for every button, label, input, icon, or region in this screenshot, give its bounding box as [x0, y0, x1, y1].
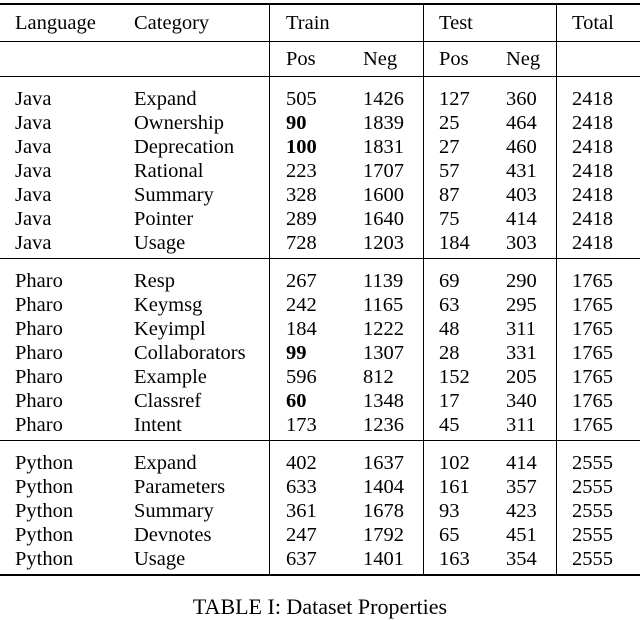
cell-language: Pharo — [0, 365, 134, 389]
cell-total: 2418 — [557, 111, 640, 135]
cell-category: Keymsg — [134, 293, 270, 317]
cell-language: Pharo — [0, 389, 134, 413]
cell-category: Example — [134, 365, 270, 389]
cell-train-pos: 60 — [270, 389, 364, 413]
table-row — [0, 365, 640, 389]
cell-train-pos: 223 — [270, 159, 364, 183]
cell-test-pos: 45 — [424, 413, 507, 441]
cell-category: Deprecation — [134, 135, 270, 159]
cell-train-neg: 1707 — [363, 159, 424, 183]
table-row — [0, 231, 640, 259]
cell-total: 2418 — [557, 231, 640, 259]
cell-test-pos: 57 — [424, 159, 507, 183]
cell-test-pos: 93 — [424, 499, 507, 523]
cell-total: 1765 — [557, 413, 640, 441]
cell-train-pos: 402 — [270, 441, 364, 476]
cell-train-neg: 1426 — [363, 77, 424, 112]
table-row — [0, 135, 640, 159]
cell-test-pos: 25 — [424, 111, 507, 135]
header-test-pos: Pos — [424, 42, 507, 77]
cell-test-pos: 63 — [424, 293, 507, 317]
cell-category: Ownership — [134, 111, 270, 135]
cell-train-pos: 637 — [270, 547, 364, 575]
cell-category: Collaborators — [134, 341, 270, 365]
cell-test-pos: 65 — [424, 523, 507, 547]
cell-test-neg: 311 — [506, 317, 557, 341]
cell-train-neg: 1139 — [363, 259, 424, 294]
table-row — [0, 441, 640, 476]
cell-train-pos: 90 — [270, 111, 364, 135]
cell-test-neg: 331 — [506, 341, 557, 365]
cell-total: 1765 — [557, 317, 640, 341]
cell-train-pos: 361 — [270, 499, 364, 523]
cell-category: Classref — [134, 389, 270, 413]
cell-test-neg: 303 — [506, 231, 557, 259]
cell-language: Java — [0, 77, 134, 112]
cell-test-pos: 69 — [424, 259, 507, 294]
cell-category: Summary — [134, 183, 270, 207]
cell-train-neg: 1839 — [363, 111, 424, 135]
cell-test-neg: 311 — [506, 413, 557, 441]
table-body — [0, 4, 640, 575]
cell-train-pos: 100 — [270, 135, 364, 159]
cell-total: 2555 — [557, 547, 640, 575]
cell-train-neg: 1348 — [363, 389, 424, 413]
cell-category: Pointer — [134, 207, 270, 231]
table-row — [0, 207, 640, 231]
cell-category: Summary — [134, 499, 270, 523]
cell-test-neg: 460 — [506, 135, 557, 159]
cell-total: 1765 — [557, 341, 640, 365]
cell-language: Pharo — [0, 293, 134, 317]
cell-test-neg: 414 — [506, 207, 557, 231]
cell-test-pos: 184 — [424, 231, 507, 259]
cell-test-neg: 340 — [506, 389, 557, 413]
cell-test-neg: 290 — [506, 259, 557, 294]
cell-train-neg: 1792 — [363, 523, 424, 547]
cell-train-pos: 289 — [270, 207, 364, 231]
cell-test-pos: 27 — [424, 135, 507, 159]
cell-language: Java — [0, 207, 134, 231]
cell-test-pos: 48 — [424, 317, 507, 341]
cell-category: Usage — [134, 547, 270, 575]
cell-test-pos: 87 — [424, 183, 507, 207]
header-language: Language — [0, 4, 134, 42]
cell-category: Devnotes — [134, 523, 270, 547]
cell-total: 2555 — [557, 475, 640, 499]
cell-language: Java — [0, 183, 134, 207]
cell-train-pos: 328 — [270, 183, 364, 207]
cell-train-pos: 173 — [270, 413, 364, 441]
header-train: Train — [270, 4, 424, 42]
cell-test-pos: 161 — [424, 475, 507, 499]
cell-train-pos: 242 — [270, 293, 364, 317]
cell-total: 1765 — [557, 259, 640, 294]
cell-test-neg: 431 — [506, 159, 557, 183]
cell-category: Usage — [134, 231, 270, 259]
cell-train-pos: 247 — [270, 523, 364, 547]
cell-test-pos: 127 — [424, 77, 507, 112]
cell-test-neg: 423 — [506, 499, 557, 523]
table-row — [0, 317, 640, 341]
cell-total: 1765 — [557, 389, 640, 413]
cell-category: Expand — [134, 77, 270, 112]
cell-total: 2418 — [557, 77, 640, 112]
cell-language: Pharo — [0, 259, 134, 294]
cell-category: Resp — [134, 259, 270, 294]
cell-language: Python — [0, 441, 134, 476]
cell-category: Keyimpl — [134, 317, 270, 341]
table-row — [0, 389, 640, 413]
header-total: Total — [557, 4, 640, 42]
cell-test-pos: 28 — [424, 341, 507, 365]
cell-test-pos: 152 — [424, 365, 507, 389]
cell-train-pos: 99 — [270, 341, 364, 365]
table-row — [0, 293, 640, 317]
table-row — [0, 77, 640, 112]
cell-train-neg: 1678 — [363, 499, 424, 523]
cell-total: 2555 — [557, 441, 640, 476]
cell-test-pos: 163 — [424, 547, 507, 575]
cell-language: Python — [0, 523, 134, 547]
cell-test-neg: 295 — [506, 293, 557, 317]
cell-language: Pharo — [0, 317, 134, 341]
header-category: Category — [134, 4, 270, 42]
cell-train-neg: 1203 — [363, 231, 424, 259]
cell-train-pos: 267 — [270, 259, 364, 294]
cell-language: Python — [0, 499, 134, 523]
table-row — [0, 341, 640, 365]
cell-test-neg: 357 — [506, 475, 557, 499]
cell-language: Python — [0, 547, 134, 575]
cell-train-neg: 1637 — [363, 441, 424, 476]
cell-total: 2418 — [557, 183, 640, 207]
cell-train-neg: 1404 — [363, 475, 424, 499]
header-blank — [134, 42, 270, 77]
table-caption: TABLE I: Dataset Properties — [0, 594, 640, 620]
table-row — [0, 159, 640, 183]
cell-category: Expand — [134, 441, 270, 476]
table-row — [0, 259, 640, 294]
cell-train-pos: 728 — [270, 231, 364, 259]
cell-total: 2418 — [557, 159, 640, 183]
cell-train-neg: 1165 — [363, 293, 424, 317]
table-row — [0, 111, 640, 135]
table-row — [0, 499, 640, 523]
header-test: Test — [424, 4, 557, 42]
cell-total: 2418 — [557, 207, 640, 231]
cell-train-neg: 1401 — [363, 547, 424, 575]
cell-train-pos: 633 — [270, 475, 364, 499]
cell-total: 2555 — [557, 499, 640, 523]
header-train-neg: Neg — [363, 42, 424, 77]
cell-test-neg: 414 — [506, 441, 557, 476]
cell-test-pos: 17 — [424, 389, 507, 413]
cell-train-pos: 184 — [270, 317, 364, 341]
cell-train-neg: 1831 — [363, 135, 424, 159]
cell-language: Java — [0, 111, 134, 135]
cell-language: Java — [0, 231, 134, 259]
cell-total: 2418 — [557, 135, 640, 159]
cell-total: 2555 — [557, 523, 640, 547]
cell-test-pos: 75 — [424, 207, 507, 231]
cell-train-neg: 812 — [363, 365, 424, 389]
cell-test-neg: 403 — [506, 183, 557, 207]
table-row — [0, 523, 640, 547]
cell-language: Java — [0, 159, 134, 183]
cell-train-pos: 596 — [270, 365, 364, 389]
header-row-primary — [0, 4, 640, 42]
cell-train-neg: 1640 — [363, 207, 424, 231]
cell-test-neg: 360 — [506, 77, 557, 112]
cell-train-neg: 1222 — [363, 317, 424, 341]
cell-test-neg: 205 — [506, 365, 557, 389]
table-row — [0, 475, 640, 499]
cell-category: Rational — [134, 159, 270, 183]
cell-language: Pharo — [0, 341, 134, 365]
cell-test-neg: 451 — [506, 523, 557, 547]
header-row-secondary — [0, 42, 640, 77]
cell-train-neg: 1600 — [363, 183, 424, 207]
cell-test-neg: 464 — [506, 111, 557, 135]
cell-train-neg: 1307 — [363, 341, 424, 365]
cell-total: 1765 — [557, 293, 640, 317]
cell-category: Intent — [134, 413, 270, 441]
cell-language: Pharo — [0, 413, 134, 441]
header-blank — [557, 42, 640, 77]
table-row — [0, 413, 640, 441]
header-blank — [0, 42, 134, 77]
header-train-pos: Pos — [270, 42, 364, 77]
table-row — [0, 547, 640, 575]
cell-language: Java — [0, 135, 134, 159]
table-row — [0, 183, 640, 207]
cell-test-pos: 102 — [424, 441, 507, 476]
cell-total: 1765 — [557, 365, 640, 389]
dataset-properties-table — [0, 3, 640, 576]
cell-language: Python — [0, 475, 134, 499]
cell-train-pos: 505 — [270, 77, 364, 112]
cell-train-neg: 1236 — [363, 413, 424, 441]
cell-test-neg: 354 — [506, 547, 557, 575]
cell-category: Parameters — [134, 475, 270, 499]
header-test-neg: Neg — [506, 42, 557, 77]
